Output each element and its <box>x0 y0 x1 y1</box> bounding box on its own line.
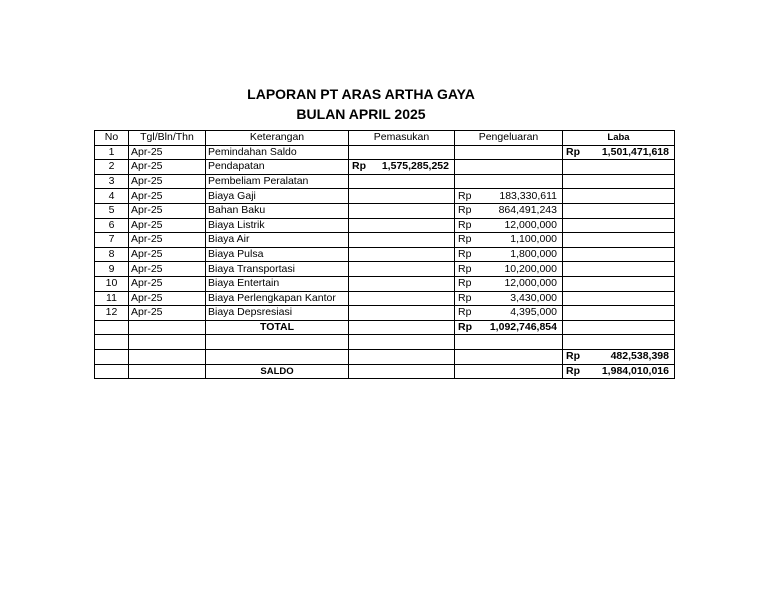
empty-cell <box>455 160 563 175</box>
row-no: 12 <box>95 306 129 321</box>
empty-cell <box>563 189 675 204</box>
currency-label: Rp <box>458 321 472 334</box>
empty-cell <box>95 335 129 350</box>
row-expense <box>455 233 563 248</box>
empty-cell <box>129 335 206 350</box>
currency-label: Rp <box>566 364 580 377</box>
row-description: Bahan Baku <box>206 203 349 218</box>
row-expense-amount: 1,800,000 <box>510 248 557 261</box>
empty-cell <box>563 174 675 189</box>
header-date: Tgl/Bln/Thn <box>129 131 206 146</box>
row-no: 5 <box>95 203 129 218</box>
empty-cell <box>563 276 675 291</box>
row-no: 1 <box>95 145 129 160</box>
row-date: Apr-25 <box>129 174 206 189</box>
empty-cell <box>563 291 675 306</box>
row-expense <box>455 203 563 218</box>
saldo-amount-wrap <box>565 365 672 378</box>
empty-cell <box>455 174 563 189</box>
empty-cell <box>349 320 455 335</box>
empty-cell <box>349 174 455 189</box>
empty-cell <box>349 276 455 291</box>
row-expense-amount: 3,430,000 <box>510 291 557 304</box>
currency-label: Rp <box>458 189 472 202</box>
saldo-amount <box>563 364 675 379</box>
empty-cell <box>95 364 129 379</box>
row-expense-wrap <box>457 292 560 305</box>
row-expense <box>455 247 563 262</box>
row-expense-wrap <box>457 190 560 203</box>
currency-label: Rp <box>458 248 472 261</box>
row-expense-wrap <box>457 306 560 319</box>
empty-cell <box>95 320 129 335</box>
empty-cell <box>563 262 675 277</box>
row-expense-amount: 183,330,611 <box>499 189 557 202</box>
row-date: Apr-25 <box>129 233 206 248</box>
empty-cell <box>349 203 455 218</box>
currency-label: Rp <box>458 291 472 304</box>
row-expense <box>455 218 563 233</box>
row-expense <box>455 262 563 277</box>
empty-cell <box>206 335 349 350</box>
row-description: Pembeliam Peralatan <box>206 174 349 189</box>
row-date: Apr-25 <box>129 203 206 218</box>
row-expense-amount: 12,000,000 <box>504 277 557 290</box>
row-expense-amount: 864,491,243 <box>498 204 557 217</box>
row-income <box>349 160 455 175</box>
saldo-row <box>95 364 675 379</box>
row-description: Pemindahan Saldo <box>206 145 349 160</box>
row-no: 7 <box>95 233 129 248</box>
row-description: Biaya Air <box>206 233 349 248</box>
row-profit <box>563 145 675 160</box>
net-profit-wrap <box>565 350 672 363</box>
empty-cell <box>563 247 675 262</box>
row-date: Apr-25 <box>129 160 206 175</box>
row-expense-wrap <box>457 263 560 276</box>
finance-table <box>94 130 675 379</box>
total-expense-amount: 1,092,746,854 <box>489 321 557 334</box>
empty-cell <box>563 306 675 321</box>
row-date: Apr-25 <box>129 262 206 277</box>
table-row <box>95 160 675 175</box>
row-expense <box>455 276 563 291</box>
empty-cell <box>349 335 455 350</box>
report-title: LAPORAN PT ARAS ARTHA GAYA <box>247 86 475 102</box>
row-description: Pendapatan <box>206 160 349 175</box>
empty-cell <box>349 364 455 379</box>
table-row <box>95 189 675 204</box>
row-date: Apr-25 <box>129 306 206 321</box>
row-date: Apr-25 <box>129 218 206 233</box>
empty-cell <box>95 349 129 364</box>
empty-cell <box>129 364 206 379</box>
empty-cell <box>349 233 455 248</box>
row-income-amount: 1,575,285,252 <box>381 160 449 173</box>
row-no: 6 <box>95 218 129 233</box>
table-row <box>95 203 675 218</box>
table-row <box>95 291 675 306</box>
empty-cell <box>349 189 455 204</box>
row-expense-amount: 4,395,000 <box>510 306 557 319</box>
total-expense-wrap <box>457 321 560 334</box>
header-expense: Pengeluaran <box>455 131 563 146</box>
row-date: Apr-25 <box>129 247 206 262</box>
row-date: Apr-25 <box>129 189 206 204</box>
row-income-wrap <box>351 160 452 173</box>
row-expense-wrap <box>457 204 560 217</box>
row-expense-wrap <box>457 248 560 261</box>
empty-cell <box>349 262 455 277</box>
currency-label: Rp <box>458 262 472 275</box>
table-row <box>95 218 675 233</box>
empty-cell <box>129 349 206 364</box>
currency-label: Rp <box>458 306 472 319</box>
empty-cell <box>349 247 455 262</box>
row-description: Biaya Listrik <box>206 218 349 233</box>
table-row <box>95 145 675 160</box>
empty-cell <box>563 218 675 233</box>
total-row <box>95 320 675 335</box>
net-profit-amount: 482,538,398 <box>610 350 669 363</box>
empty-cell <box>349 218 455 233</box>
total-label: TOTAL <box>206 320 349 335</box>
row-description: Biaya Perlengkapan Kantor <box>206 291 349 306</box>
row-expense-amount: 1,100,000 <box>510 233 557 246</box>
saldo-label: SALDO <box>206 364 349 379</box>
row-description: Biaya Entertain <box>206 276 349 291</box>
empty-cell <box>563 320 675 335</box>
empty-cell <box>349 291 455 306</box>
row-date: Apr-25 <box>129 276 206 291</box>
net-profit-row <box>95 349 675 364</box>
empty-cell <box>563 160 675 175</box>
currency-label: Rp <box>566 350 580 363</box>
row-expense-amount: 10,200,000 <box>504 262 557 275</box>
total-expense <box>455 320 563 335</box>
row-expense <box>455 291 563 306</box>
row-description: Biaya Pulsa <box>206 247 349 262</box>
empty-cell <box>563 335 675 350</box>
row-profit-wrap <box>565 146 672 159</box>
table-row <box>95 247 675 262</box>
currency-label: Rp <box>458 218 472 231</box>
row-no: 11 <box>95 291 129 306</box>
currency-label: Rp <box>458 204 472 217</box>
currency-label: Rp <box>458 233 472 246</box>
empty-cell <box>455 145 563 160</box>
row-no: 3 <box>95 174 129 189</box>
empty-cell <box>563 203 675 218</box>
table-row <box>95 276 675 291</box>
row-no: 10 <box>95 276 129 291</box>
row-expense-wrap <box>457 233 560 246</box>
row-expense-wrap <box>457 219 560 232</box>
row-description: Biaya Depsresiasi <box>206 306 349 321</box>
row-expense <box>455 306 563 321</box>
row-description: Biaya Transportasi <box>206 262 349 277</box>
empty-cell <box>206 349 349 364</box>
row-expense-wrap <box>457 277 560 290</box>
row-description: Biaya Gaji <box>206 189 349 204</box>
row-date: Apr-25 <box>129 291 206 306</box>
row-no: 8 <box>95 247 129 262</box>
row-expense <box>455 189 563 204</box>
saldo-amount-amount: 1,984,010,016 <box>601 364 669 377</box>
row-expense-amount: 12,000,000 <box>504 218 557 231</box>
row-no: 2 <box>95 160 129 175</box>
header-row <box>95 131 675 146</box>
row-no: 4 <box>95 189 129 204</box>
currency-label: Rp <box>566 145 580 158</box>
empty-cell <box>349 306 455 321</box>
header-no: No <box>95 131 129 146</box>
empty-cell <box>349 145 455 160</box>
row-date: Apr-25 <box>129 145 206 160</box>
header-profit: Laba <box>563 131 675 146</box>
table-row <box>95 262 675 277</box>
empty-cell <box>455 364 563 379</box>
row-profit-amount: 1,501,471,618 <box>601 145 669 158</box>
row-no: 9 <box>95 262 129 277</box>
blank-row <box>95 335 675 350</box>
currency-label: Rp <box>458 277 472 290</box>
currency-label: Rp <box>352 160 366 173</box>
net-profit <box>563 349 675 364</box>
empty-cell <box>455 349 563 364</box>
empty-cell <box>129 320 206 335</box>
empty-cell <box>349 349 455 364</box>
table-row <box>95 306 675 321</box>
header-description: Keterangan <box>206 131 349 146</box>
empty-cell <box>563 233 675 248</box>
header-income: Pemasukan <box>349 131 455 146</box>
empty-cell <box>455 335 563 350</box>
report-subtitle: BULAN APRIL 2025 <box>296 106 426 122</box>
table-row <box>95 233 675 248</box>
table-row <box>95 174 675 189</box>
